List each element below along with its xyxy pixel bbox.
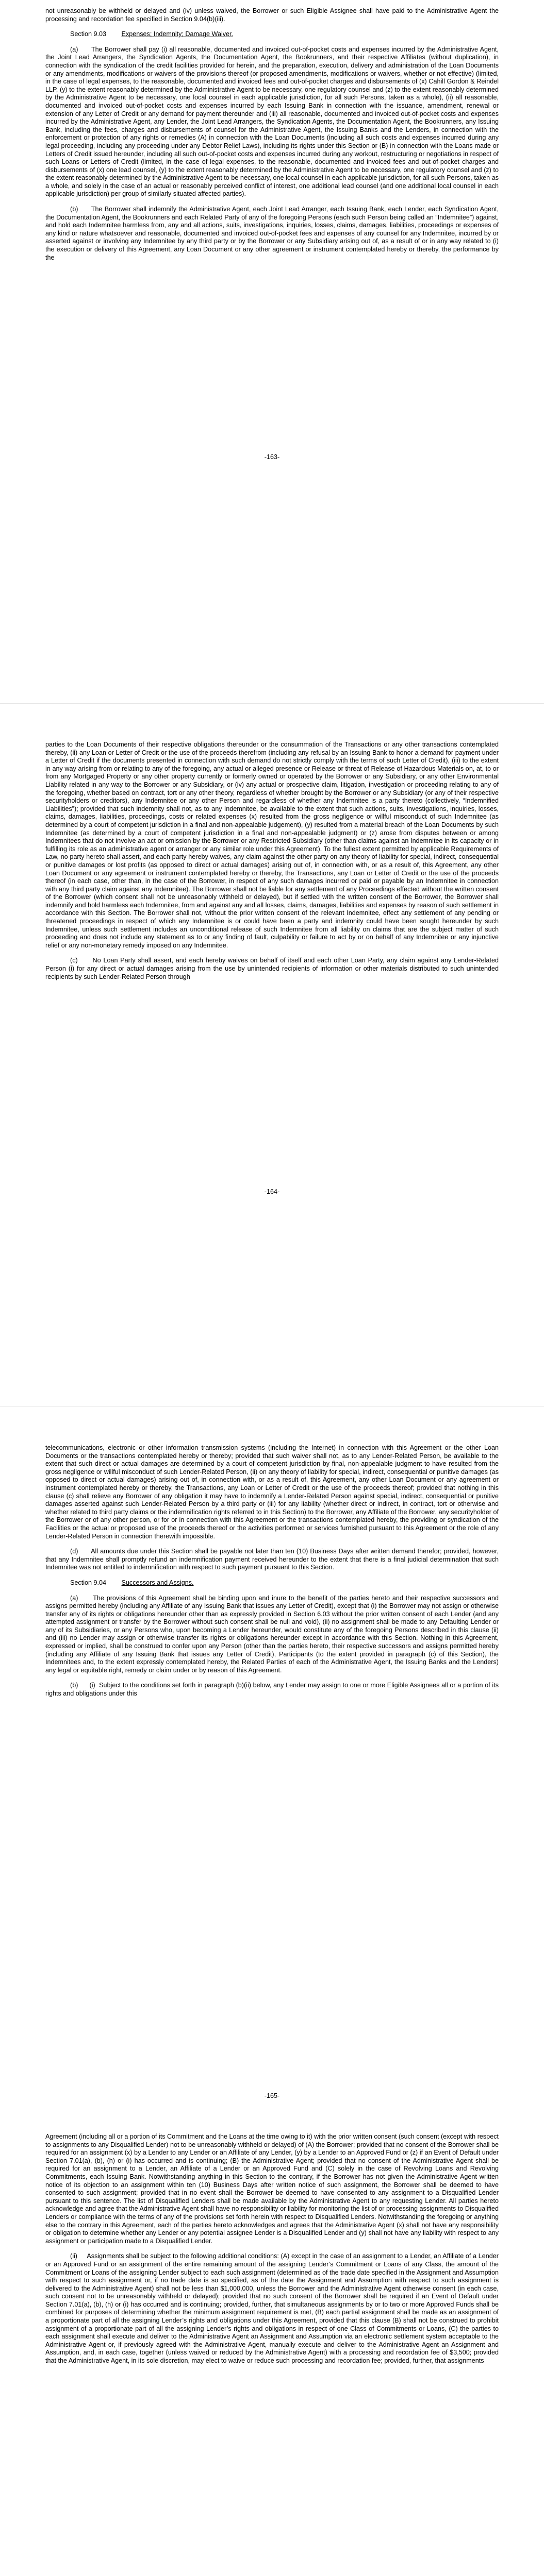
paragraph-9-03-c: (c) No Loan Party shall assert, and each hereby waives on behalf of itself and each other Loan Party, any claim against any Lender-Related Person (i) for any direct or actual damages arising from the use by unintended recipients of information or other materials distributed to such unintended recipients by such Lender-Related Person through (45, 957, 499, 980)
section-number: Section 9.03 (70, 30, 107, 38)
paragraph-9-04-b-ii: (ii) Assignments shall be subject to the following additional conditions: (A) except in the case of an assignment to a Lender, an Affiliate of a Lender or an Approved Fund or an assignment of the entire remaining amount of the assigning Lender’s Commitment or Loans of any Class, the amount of the Commitment or Loans of the assigning Lender subject to each such assignment (determined as of the trade date specified in the Assignment and Assumption with respect to such assignment or, if no trade date is so specified, as of the date the Assignment and Assumption with respect to such assignment is delivered to the Administrative Agent) shall not be less than $1,000,000, unless the Borrower and the Administrative Agent otherwise consent (in each case, such consent not to be unreasonably withheld or delayed); provided that no such consent of the Borrower shall be required if an Event of Default under Section 7.01(a), (b), (h) or (i) has occurred and is continuing; provided, further, that simultaneous assignments by or to two or more Approved Funds shall be combined for purposes of determining whether the minimum assignment requirement is met, (B) each partial assignment shall be made as an assignment of a proportionate part of all the assigning Lender’s rights and obligations under this Agreement, provided that this clause (B) shall not be construed to prohibit assignment of a proportionate part of all the assigning Lender’s rights and obligations in respect of one Class of Commitments or Loans, (C) the parties to each assignment shall execute and deliver to the Administrative Agent an Assignment and Assumption via an electronic settlement system acceptable to the Administrative Agent or, if previously agreed with the Administrative Agent, manually execute and deliver to the Administrative Agent an Assignment and Assumption, and, in each case, together (unless waived or reduced by the Administrative Agent) with a processing and recordation fee of $3,500; provided that the Administrative Agent, in its sole discretion, may elect to waive or reduce such processing and recordation fee; provided, further, that assignments (45, 2252, 499, 2365)
paragraph-9-04-a: (a) The provisions of this Agreement shall be binding upon and inure to the benefit of the parties hereto and their respective successors and assigns permitted hereby (including any Affiliate of any Issuing Bank that issues any Letter of Credit), except that (i) the Borrower may not assign or otherwise transfer any of its rights or obligations hereunder other than as expressly provided in Section 6.03 without the prior written consent of each Lender (and any attempted assignment or transfer by the Borrower without such consent shall be null and void), (ii) no assignment shall be made to any Defaulting Lender or any of its Subsidiaries, or any Persons who, upon becoming a Lender hereunder, would constitute any of the foregoing Persons described in this clause (ii) and (iii) no Lender may assign or otherwise transfer its rights or obligations hereunder except in accordance with this Section. Nothing in this Agreement, expressed or implied, shall be construed to confer upon any Person (other than the parties hereto, their respective successors and assigns permitted hereby (including any Affiliate of any Issuing Bank that issues any Letter of Credit), Participants (to the extent provided in paragraph (c) of this Section), the Indemnitees and, to the extent expressly contemplated hereby, the Related Parties of each of the Administrative Agent, the Issuing Banks and the Lenders) any legal or equitable right, remedy or claim under or by reason of this Agreement. (45, 1594, 499, 1674)
paragraph-continuation: not unreasonably be withheld or delayed and (iv) unless waived, the Borrower or such Eligible Assignee shall have paid to the Administrative Agent the processing and recordation fee specified in Section 9.04(b)(iii). (45, 7, 499, 23)
document-page-165 (0, 1406, 544, 2110)
section-title: Successors and Assigns. (121, 1579, 194, 1586)
document-page-163 (0, 0, 544, 703)
paragraph-continuation: Agreement (including all or a portion of its Commitment and the Loans at the time owing to it) with the prior written consent (such consent (except with respect to assignments to any Disqualified Lender) not to be unreasonably withheld or delayed) of (A) the Borrower; provided that no consent of the Borrower shall be required for an assignment (x) by a Lender to any Lender or an Affiliate of any Lender, (y) by a Lender to an Approved Fund or (z) if an Event of Default under Section 7.01(a), (b), (h) or (i) has occurred and is continuing; (B) the Administrative Agent; provided that no consent of the Administrative Agent shall be required for an assignment to a Lender, an Affiliate of a Lender or an Approved Fund and (C) solely in the case of Revolving Loans and Revolving Commitments, each Issuing Bank. Notwithstanding anything in this Section to the contrary, if the Borrower has not given the Administrative Agent written notice of its objection to an assignment within ten (10) Business Days after written notice of such assignment, the Borrower shall be deemed to have consented to such assignment; provided that in no event shall the Borrower be deemed to have consented to any assignment to a Disqualified Lender pursuant to this sentence. The list of Disqualified Lenders shall be made available by the Administrative Agent to any requesting Lender. All parties hereto acknowledge and agree that the Administrative Agent shall have no responsibility or liability for monitoring the list of or processing assignments to Disqualified Lenders or compliance with the terms of any of the provisions set forth herein with respect to Disqualified Lenders. Notwithstanding the foregoing or anything else to the contrary in this Agreement, each of the parties hereto acknowledges and agrees that the Administrative Agent (x) shall not have any responsibility or obligation to determine whether any Lender or any potential assignee Lender is a Disqualified Lender and (y) shall not have any liability with respect to any assignment or participation made to a Disqualified Lender. (45, 2133, 499, 2245)
document-page-164 (0, 703, 544, 1406)
page-number: -165- (264, 2092, 280, 2099)
paragraph-9-03-a: (a) The Borrower shall pay (i) all reasonable, documented and invoiced out-of-pocket costs and expenses incurred by the Administrative Agent, the Joint Lead Arrangers, the Syndication Agents, the Documentation Agent, the Bookrunners, and their respective Affiliates (without duplication), in connection with the syndication of the credit facilities provided for herein, and the preparation, execution, delivery and administration of the Loan Documents or any amendments, modifications or waivers of the provisions thereof (or proposed amendments, modifications or waivers, whether or not effective) (limited, in the case of legal expenses, to the reasonable, documented and invoiced fees and out-of-pocket charges and disbursements of (x) Cahill Gordon & Reindel LLP, (y) to the extent reasonably determined by the Administrative Agent to be necessary, one regulatory counsel and (z) to the extent reasonably determined by the Administrative Agent to be necessary, one local counsel in each applicable jurisdiction, for all such Persons, taken as a whole), (ii) all reasonable, documented and invoiced out-of-pocket costs and expenses incurred by each Issuing Bank in connection with the issuance, amendment, renewal or extension of any Letter of Credit or any demand for payment thereunder and (iii) all reasonable, documented and invoiced out-of-pocket costs and expenses incurred by the Administrative Agent, any Lender, the Joint Lead Arrangers, the Syndication Agents, the Documentation Agent, the Bookrunners, any Issuing Bank, including the fees, charges and disbursements of counsel for the Administrative Agent, the Issuing Banks and the Lenders, in connection with the enforcement or protection of any rights or remedies (A) in connection with the Loan Documents (including all such costs and expenses incurred during any legal proceeding, including any proceeding under any Debtor Relief Laws), including its rights under this Section or (B) in connection with the Loans made or Letters of Credit issued hereunder, including all such out-of-pocket costs and expenses incurred during any workout, restructuring or negotiations in respect of such Loans or Letters of Credit (limited, in the case of legal expenses, to the reasonable, documented and invoiced fees and out-of-pocket charges and disbursements of (x) one lead counsel, (y) to the extent reasonably determined by the Administrative Agent to be necessary, one regulatory counsel and (z) to the extent reasonably determined by the Administrative Agent to be necessary, one local counsel in each applicable jurisdiction, for all such Persons, taken as a whole, and solely in the case of an actual or reasonably perceived conflict of interest, one additional lead counsel (and one additional local counsel in each applicable jurisdiction) per group of similarly situated affected parties). (45, 45, 499, 198)
page-number: -164- (264, 1188, 280, 1195)
section-title: Expenses; Indemnity; Damage Waiver. (121, 30, 234, 38)
section-number: Section 9.04 (70, 1579, 107, 1586)
paragraph-continuation: parties to the Loan Documents of their respective obligations thereunder or the consummation of the Transactions or any other transactions contemplated thereby, (ii) any Loan or Letter of Credit or the use of the proceeds therefrom (including any refusal by an Issuing Bank to honor a demand for payment under a Letter of Credit if the documents presented in connection with such demand do not strictly comply with the terms of such Letter of Credit), (iii) to the extent in any way arising from or relating to any of the foregoing, any actual or alleged presence or Release or threat of Release of Hazardous Materials on, at, to or from any Mortgaged Property or any other property currently or formerly owned or operated by the Borrower or any Subsidiary, or any other Environmental Liability related in any way to the Borrower or any Subsidiary, or (iv) any actual or prospective claim, litigation, investigation or proceeding relating to any of the foregoing, whether based on contract, tort or any other theory, regardless of whether brought by the Borrower or any Subsidiary (or any of their respective securityholders or creditors), any Indemnitee or any other Person and regardless of whether any Indemnitee is a party thereto (collectively, “Indemnified Liabilities”); provided that such indemnity shall not, as to any Indemnitee, be available to the extent that such actions, suits, investigations, inquiries, losses, claims, damages, liabilities, proceedings, costs or related expenses (x) resulted from the gross negligence or willful misconduct of such Indemnitee (as determined by a court of competent jurisdiction in a final and non-appealable judgement), (y) resulted from a material breach of the Loan Documents by such Indemnitee (as determined by a court of competent jurisdiction in a final and non-appealable judgment) or (z) arose from disputes between or among Indemnitees that do not involve an act or omission by the Borrower or any Restricted Subsidiary (other than claims against an Indemnitee in its capacity or in fulfilling its role as an administrative agent or arranger or any similar role under this Agreement). To the fullest extent permitted by applicable Requirements of Law, no party hereto shall assert, and each party hereby waives, any claim against the other party on any theory of liability for special, indirect, consequential or punitive damages or lost profits (as opposed to direct or actual damages) arising out of, in connection with, or as a result of, this Agreement, any other Loan Document or any agreement or instrument contemplated hereby or thereby, the Transactions, any Loan or Letter of Credit or the use of the proceeds thereof (in each case, other than, in the case of the Borrower, in respect of any such damages incurred or paid or payable by an Indemnitee in connection with any third party claim against any Indemnitee). The Borrower shall not be liable for any settlement of any Proceedings effected without the written consent of the Borrower (which consent shall not be unreasonably withheld or delayed), but if settled with the written consent of the Borrower, the Borrower shall indemnify and hold harmless each Indemnitee, from and against any and all losses, claims, damages, liabilities and expenses by reason of such settlement in accordance with this Section. The Borrower shall not, without the prior written consent of the relevant Indemnitee, effect any settlement of any pending or threatened proceedings in respect of which any Indemnitee is or could have been a party and indemnity could have been sought hereunder by such Indemnitee, unless such settlement includes an unconditional release of such Indemnitee from all liability on claims that are the subject matter of such proceeding and does not include any statement as to or any finding of fault, culpability or failure to act by or on behalf of any Indemnitee or any injunctive relief or any non-monetary remedy imposed on any Indemnitee. (45, 741, 499, 949)
section-heading-9-04 (45, 1579, 499, 1587)
paragraph-9-03-b: (b) The Borrower shall indemnify the Administrative Agent, each Joint Lead Arranger, each Issuing Bank, each Lender, each Syndication Agent, the Documentation Agent, the Bookrunners and each Related Party of any of the foregoing Persons (each such Person being called an “Indemnitee”) against, and hold each Indemnitee harmless from, any and all actions, suits, investigations, inquiries, losses, claims, damages, liabilities, proceedings or expenses of any kind or nature whatsoever and reasonable, documented and invoiced out-of-pocket fees and expenses of any counsel for any Indemnitee, incurred by or asserted against or involving any Indemnitee by any third party or by the Borrower or any Subsidiary arising out of, as a result of or in any way related to (i) the execution or delivery of this Agreement, any Loan Document or any other agreement or instrument contemplated hereby or thereby, the performance by the (45, 206, 499, 261)
paragraph-9-03-d: (d) All amounts due under this Section shall be payable not later than ten (10) Business Days after written demand therefor; provided, however, that any Indemnitee shall promptly refund an indemnification payment received hereunder to the extent that there is a final judicial determination that such Indemnitee was not entitled to indemnification with respect to such payment pursuant to this Section. (45, 1548, 499, 1571)
page-number: -163- (264, 453, 280, 461)
document-page-166 (0, 2110, 544, 2576)
paragraph-9-04-b-i: (b) (i) Subject to the conditions set forth in paragraph (b)(ii) below, any Lender may assign to one or more Eligible Assignees all or a portion of its rights and obligations under this (45, 1682, 499, 1698)
section-heading-9-03 (45, 30, 499, 39)
paragraph-continuation: telecommunications, electronic or other information transmission systems (including the Internet) in connection with this Agreement or the other Loan Documents or the transactions contemplated hereby or thereby; provided that such waiver shall not, as to any Lender-Related Person, be available to the extent that such direct or actual damages are determined by a court of competent jurisdiction by final, non-appealable judgment to have resulted from the gross negligence or willful misconduct of such Lender-Related Person, (ii) on any theory of liability for special, indirect, consequential or punitive damages (as opposed to direct or actual damages) arising out of, in connection with, or as a result of, this Agreement, any other Loan Document or any agreement or instrument contemplated hereby or thereby, the Transactions, any Loan or Letter of Credit or the use of the proceeds thereof; provided that nothing in this clause (c) shall relieve any Borrower of any obligation it may have to indemnify a Lender-Related Person against special, indirect, consequential or punitive damages asserted against such Lender-Related Person by a third party or (iii) for any liability (whether direct or indirect, in contract, tort or otherwise and whether related to third party claims or the indemnification rights referred to in this Section) to the Borrower, any Affiliate of the Borrower, any securityholder of the Borrower or of any other person, or for or in connection with this Agreement or the transactions contemplated hereby, the providing or syndication of the Facilities or the actual or proposed use of the proceeds thereof or the activities performed or services furnished pursuant to this Agreement or the role of any Lender-Related Person in connection therewith impossible. (45, 1444, 499, 1540)
